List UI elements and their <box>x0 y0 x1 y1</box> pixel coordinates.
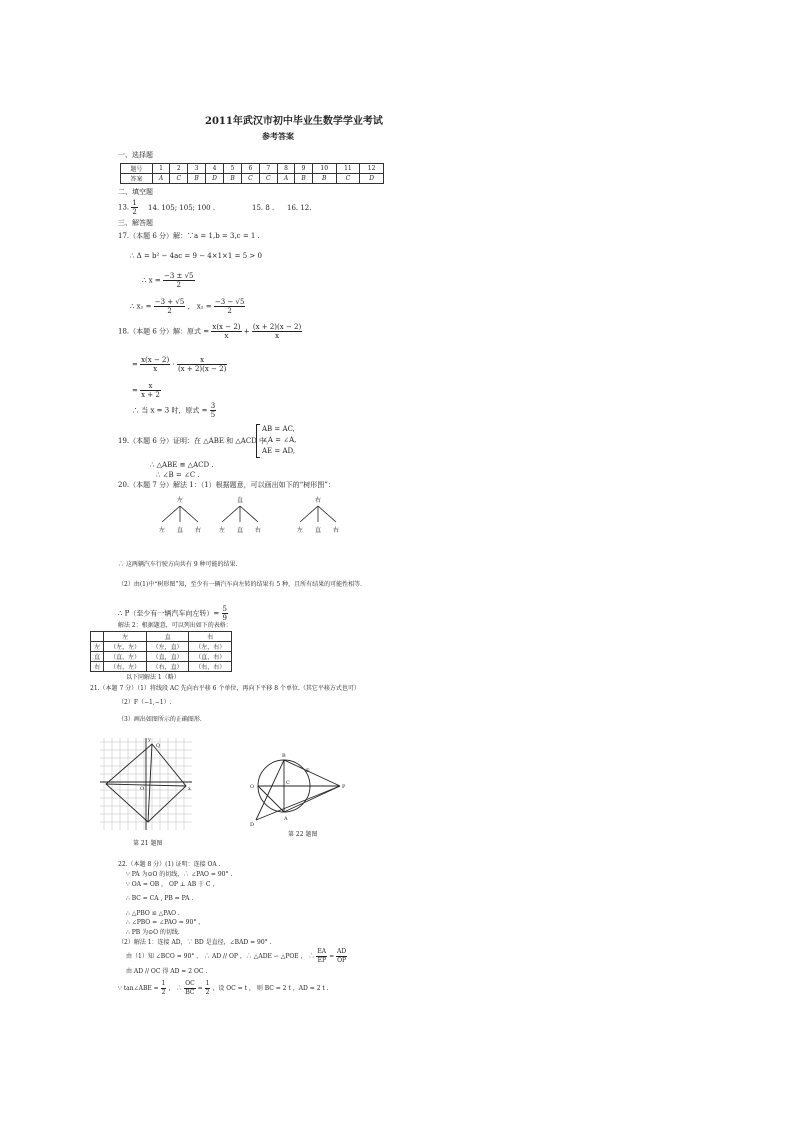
answer-letter: D <box>360 174 384 184</box>
tan-frac <box>161 980 167 997</box>
den: 5 <box>210 411 216 419</box>
num: AD <box>337 948 347 955</box>
q22-line1: 22.（本题 8 分）(1) 证明：连接 OA . <box>118 861 221 868</box>
tree-leaf: 直 <box>315 527 322 534</box>
tree-root: 右 <box>315 497 322 504</box>
den: 2 <box>176 281 181 289</box>
table-row <box>91 642 232 652</box>
question-number: 5 <box>224 164 242 174</box>
x1-label: ∴ x₁ = <box>130 302 152 311</box>
svg-text:E: E <box>306 768 310 774</box>
q18-line1 <box>118 323 302 340</box>
q20-line2: ∴ 这两辆汽车行驶方向共有 9 种可能的结果. <box>118 561 238 568</box>
table-cell: 右 <box>91 662 104 672</box>
q22-l9-frac2 <box>336 948 347 965</box>
svg-text:C: C <box>286 780 290 786</box>
svg-text:A: A <box>284 816 288 822</box>
section-solve-label: 三、解答题 <box>118 219 153 227</box>
q14-answer: 14. 105; 105; 100 . <box>148 204 216 212</box>
table-cell: （直，左） <box>104 652 147 662</box>
tree-leaf: 左 <box>159 527 166 534</box>
table-cell: （直，右） <box>189 652 232 662</box>
table-cell: （右，左） <box>104 662 147 672</box>
tree-leaf: 右 <box>195 527 202 534</box>
col-header <box>91 632 104 642</box>
answer-table <box>120 163 384 184</box>
q18-line4 <box>132 402 216 419</box>
tree-leaf: 左 <box>297 527 304 534</box>
question-number: 2 <box>170 164 188 174</box>
num: x <box>177 356 227 365</box>
q19-line2: ∴ △ABE ≌ △ACD . <box>150 461 214 469</box>
tree-branch <box>240 506 258 522</box>
table-cell: 左 <box>91 642 104 652</box>
q18-frac1 <box>211 323 241 340</box>
num: 3 <box>210 402 216 410</box>
svg-text:y: y <box>148 737 151 743</box>
svg-text:O: O <box>140 786 145 792</box>
answer-letter: C <box>259 174 277 184</box>
figure-22 <box>248 750 358 830</box>
q22-line4: ∴ BC = CA , PB = PA . <box>126 895 194 902</box>
tree-root: 直 <box>237 497 244 504</box>
q22-line2: ∵ PA 为⊙O 的切线，∴ ∠PAO = 90° . <box>126 871 233 878</box>
q20-line1: 20.（本题 7 分）解法 1：（1）根据题意，可以画出如下的“树形图”： <box>118 481 335 489</box>
den: (x + 2)(x − 2) <box>177 365 227 373</box>
ans-head: 答案 <box>121 174 153 184</box>
svg-text:x: x <box>188 786 191 792</box>
num: x <box>140 382 161 391</box>
question-number: 1 <box>152 164 169 174</box>
q18-line2: = $\frac{x(x - 2)}{x}$ · $\frac{x}{(x + 2)(x - 2)}$ <box>132 356 227 373</box>
q17-line2: ∴ Δ = b² − 4ac = 9 − 4×1×1 = 5 > 0 <box>130 252 262 260</box>
den: OP <box>337 957 347 964</box>
q22-line9 <box>126 948 347 965</box>
q22-line8: （2）解法 1：连接 AD，∵ BD 是直径，∠BAD = 90° . <box>118 939 272 946</box>
num: −3 ± √5 <box>163 272 194 280</box>
svg-text:B: B <box>282 753 286 759</box>
q19-line1: 19.（本题 6 分）证明：在 △ABE 和 △ACD 中， <box>118 437 274 445</box>
question-number: 11 <box>336 164 360 174</box>
q21-line3: （3）画出如图所示的正确图形. <box>118 716 202 723</box>
q22-l11-tail: ，设 OC = t ， 则 BC = 2 t ，AD = 2 t . <box>212 985 329 992</box>
tree-branch <box>318 506 336 522</box>
question-number: 3 <box>188 164 206 174</box>
table-cell: （左，直） <box>146 642 189 652</box>
fig21-caption: 第 21 题图 <box>133 840 163 847</box>
svg-text:P: P <box>342 784 346 790</box>
num: 1 <box>205 980 210 987</box>
answer-letter: D <box>205 174 223 184</box>
svg-text:D: D <box>250 822 255 828</box>
q17-x-label: ∴ x = <box>142 276 161 285</box>
num: x(x − 2) <box>212 323 241 331</box>
q18-frac2 <box>252 323 302 340</box>
tree-leaf: 右 <box>255 527 262 534</box>
tree-root: 左 <box>177 497 184 504</box>
q20-line4 <box>118 605 228 622</box>
num: 5 <box>222 605 227 613</box>
q18-result <box>210 402 216 419</box>
answer-letter: B <box>224 174 242 184</box>
answer-letter: A <box>152 174 169 184</box>
q13-num: 1 <box>132 199 137 207</box>
q13-answer <box>118 199 138 216</box>
q16-answer: 16. 12. <box>287 204 312 212</box>
question-number: 4 <box>205 164 223 174</box>
table-cell: （右，右） <box>189 662 232 672</box>
table-row <box>91 652 232 662</box>
q20-line6: 以下同解法 1（略） <box>126 674 180 681</box>
question-number: 12 <box>360 164 384 174</box>
x2-label: ， x₂ = <box>187 302 212 311</box>
table-cell: （右，直） <box>146 662 189 672</box>
x1-frac <box>154 298 186 315</box>
figure-21 <box>100 738 192 830</box>
answer-letter: C <box>241 174 259 184</box>
num: EA <box>317 948 327 955</box>
q22-line7: ∴ PB 为⊙O 的切线. <box>126 929 180 936</box>
row-head: 题号 <box>121 164 153 174</box>
table-cell: 直 <box>91 652 104 662</box>
q18-lead: 18.（本题 6 分）解：原式 = <box>118 327 210 336</box>
col-header: 右 <box>189 632 232 642</box>
therefore: ， ∴ <box>168 985 183 992</box>
question-number: 8 <box>277 164 294 174</box>
page-subtitle: 参考答案 <box>262 131 294 141</box>
num: −3 − √5 <box>214 298 245 306</box>
answer-letter: B <box>295 174 313 184</box>
q22-l9-frac1 <box>316 948 327 965</box>
den: 2 <box>227 307 232 315</box>
ocbc-frac <box>184 980 196 997</box>
num: 1 <box>161 980 166 987</box>
q22-line11 <box>118 980 329 997</box>
q19-cond2: ∠A = ∠A, <box>262 436 297 444</box>
q13-den: 2 <box>132 208 137 216</box>
q22-l9-text: 由（1）知 ∠BCO = 90° ， ∴ AD // OP ，∴ △ADE ∽ △POE ， ∴ <box>126 953 315 960</box>
q18-l3-frac <box>140 382 161 399</box>
eq: = <box>197 985 203 992</box>
col-header: 直 <box>146 632 189 642</box>
q19-line3: ∴ ∠B = ∠C . <box>156 471 200 479</box>
q15-answer: 15. 8 . <box>252 204 275 212</box>
den: 2 <box>205 989 210 996</box>
answer-letter: B <box>188 174 206 184</box>
den: 2 <box>161 989 166 996</box>
page-title: 2011年武汉市初中毕业生数学学业考试 <box>205 116 383 127</box>
question-number: 9 <box>295 164 313 174</box>
question-number: 10 <box>312 164 336 174</box>
answer-letter: B <box>312 174 336 184</box>
question-number: 6 <box>241 164 259 174</box>
tree-branch <box>162 506 180 522</box>
q22-line6: ∴ ∠PBO = ∠PAO = 90° ， <box>126 919 205 926</box>
q20-line5: 解法 2：根据题意，可以列出如下的表格： <box>118 622 232 629</box>
q17-line4 <box>130 298 245 315</box>
tree-branch <box>222 506 240 522</box>
eq: = <box>329 953 335 960</box>
q20-prob-frac <box>222 605 228 622</box>
q22-line5: ∴ △PBO ≌ △PAO . <box>126 910 180 917</box>
q17-line1: 17.（本题 6 分）解：∵a = 1,b = 3,c = 1 . <box>118 232 260 240</box>
answer-letter: A <box>277 174 294 184</box>
tree-diagram <box>0 492 794 552</box>
q17-line3 <box>142 272 195 289</box>
den: BC <box>185 989 195 996</box>
section-choice-label: 一、选择题 <box>118 151 153 159</box>
q20-prob: ∴ P（至少有一辆汽车向左转）= <box>118 609 220 618</box>
den: x <box>224 332 229 340</box>
den: 2 <box>167 307 172 315</box>
table-cell: （左，右） <box>189 642 232 652</box>
q17-root-frac <box>163 272 195 289</box>
fig22-caption: 第 22 题图 <box>288 831 318 838</box>
svg-text:Q: Q <box>156 743 161 749</box>
den: EP <box>317 957 326 964</box>
q21-line1: 21.（本题 7 分）（1）将线段 AC 先向右平移 6 个单位，再向下平移 8 个单位.（其它平移方式也可） <box>90 685 360 692</box>
tree-branch <box>300 506 318 522</box>
tree-leaf: 直 <box>237 527 244 534</box>
tree-leaf: 右 <box>333 527 340 534</box>
q22-line3: ∵ OA = OB ， OP ⊥ AB 于 C ， <box>126 881 219 888</box>
q18-line3: = $\frac{x}{x + 2}$ <box>132 382 160 399</box>
question-number: 7 <box>259 164 277 174</box>
num: −3 + √5 <box>154 298 185 306</box>
q18-when: ∴ 当 x = 3 时，原式 = <box>132 406 208 415</box>
x2-frac <box>214 298 246 315</box>
tree-leaf: 左 <box>219 527 226 534</box>
col-header: 左 <box>104 632 147 642</box>
q19-cond3: AE = AD, <box>262 447 296 455</box>
q19-cond1: AB = AC, <box>262 425 295 433</box>
num: OC <box>185 980 195 987</box>
section-fill-label: 二、填空题 <box>118 188 153 196</box>
tree-leaf: 直 <box>177 527 184 534</box>
table-cell: （直，直） <box>146 652 189 662</box>
q18-l2-frac1 <box>140 356 170 373</box>
half-frac <box>205 980 211 997</box>
answer-letter: C <box>170 174 188 184</box>
q13-label: 13. <box>118 203 130 212</box>
q18-l2-frac2 <box>177 356 227 373</box>
q20-line3: （2）由(1)中“树形图”知，至少有一辆汽车向左转的结果有 5 种，且所有结果的可能性相等. <box>118 581 362 588</box>
num: (x + 2)(x − 2) <box>252 323 302 331</box>
den: 9 <box>222 614 227 622</box>
table-row <box>91 662 232 672</box>
outcome-table <box>90 631 232 672</box>
num: x(x − 2) <box>141 356 170 364</box>
tree-branch <box>180 506 198 522</box>
table-cell: （左，左） <box>104 642 147 652</box>
q13-fraction <box>131 199 137 216</box>
plus: + <box>243 327 250 336</box>
q22-line10: 由 AD // OC 得 AD = 2 OC . <box>126 968 208 975</box>
tan-label: ∵ tan∠ABE = <box>118 985 159 992</box>
den: x <box>153 365 158 373</box>
q21-line2: （2）F（−1,−1）. <box>118 699 172 706</box>
q19-brace <box>256 424 260 458</box>
svg-text:O: O <box>250 784 255 790</box>
den: x <box>275 332 280 340</box>
den: x + 2 <box>141 391 160 399</box>
answer-letter: C <box>336 174 360 184</box>
